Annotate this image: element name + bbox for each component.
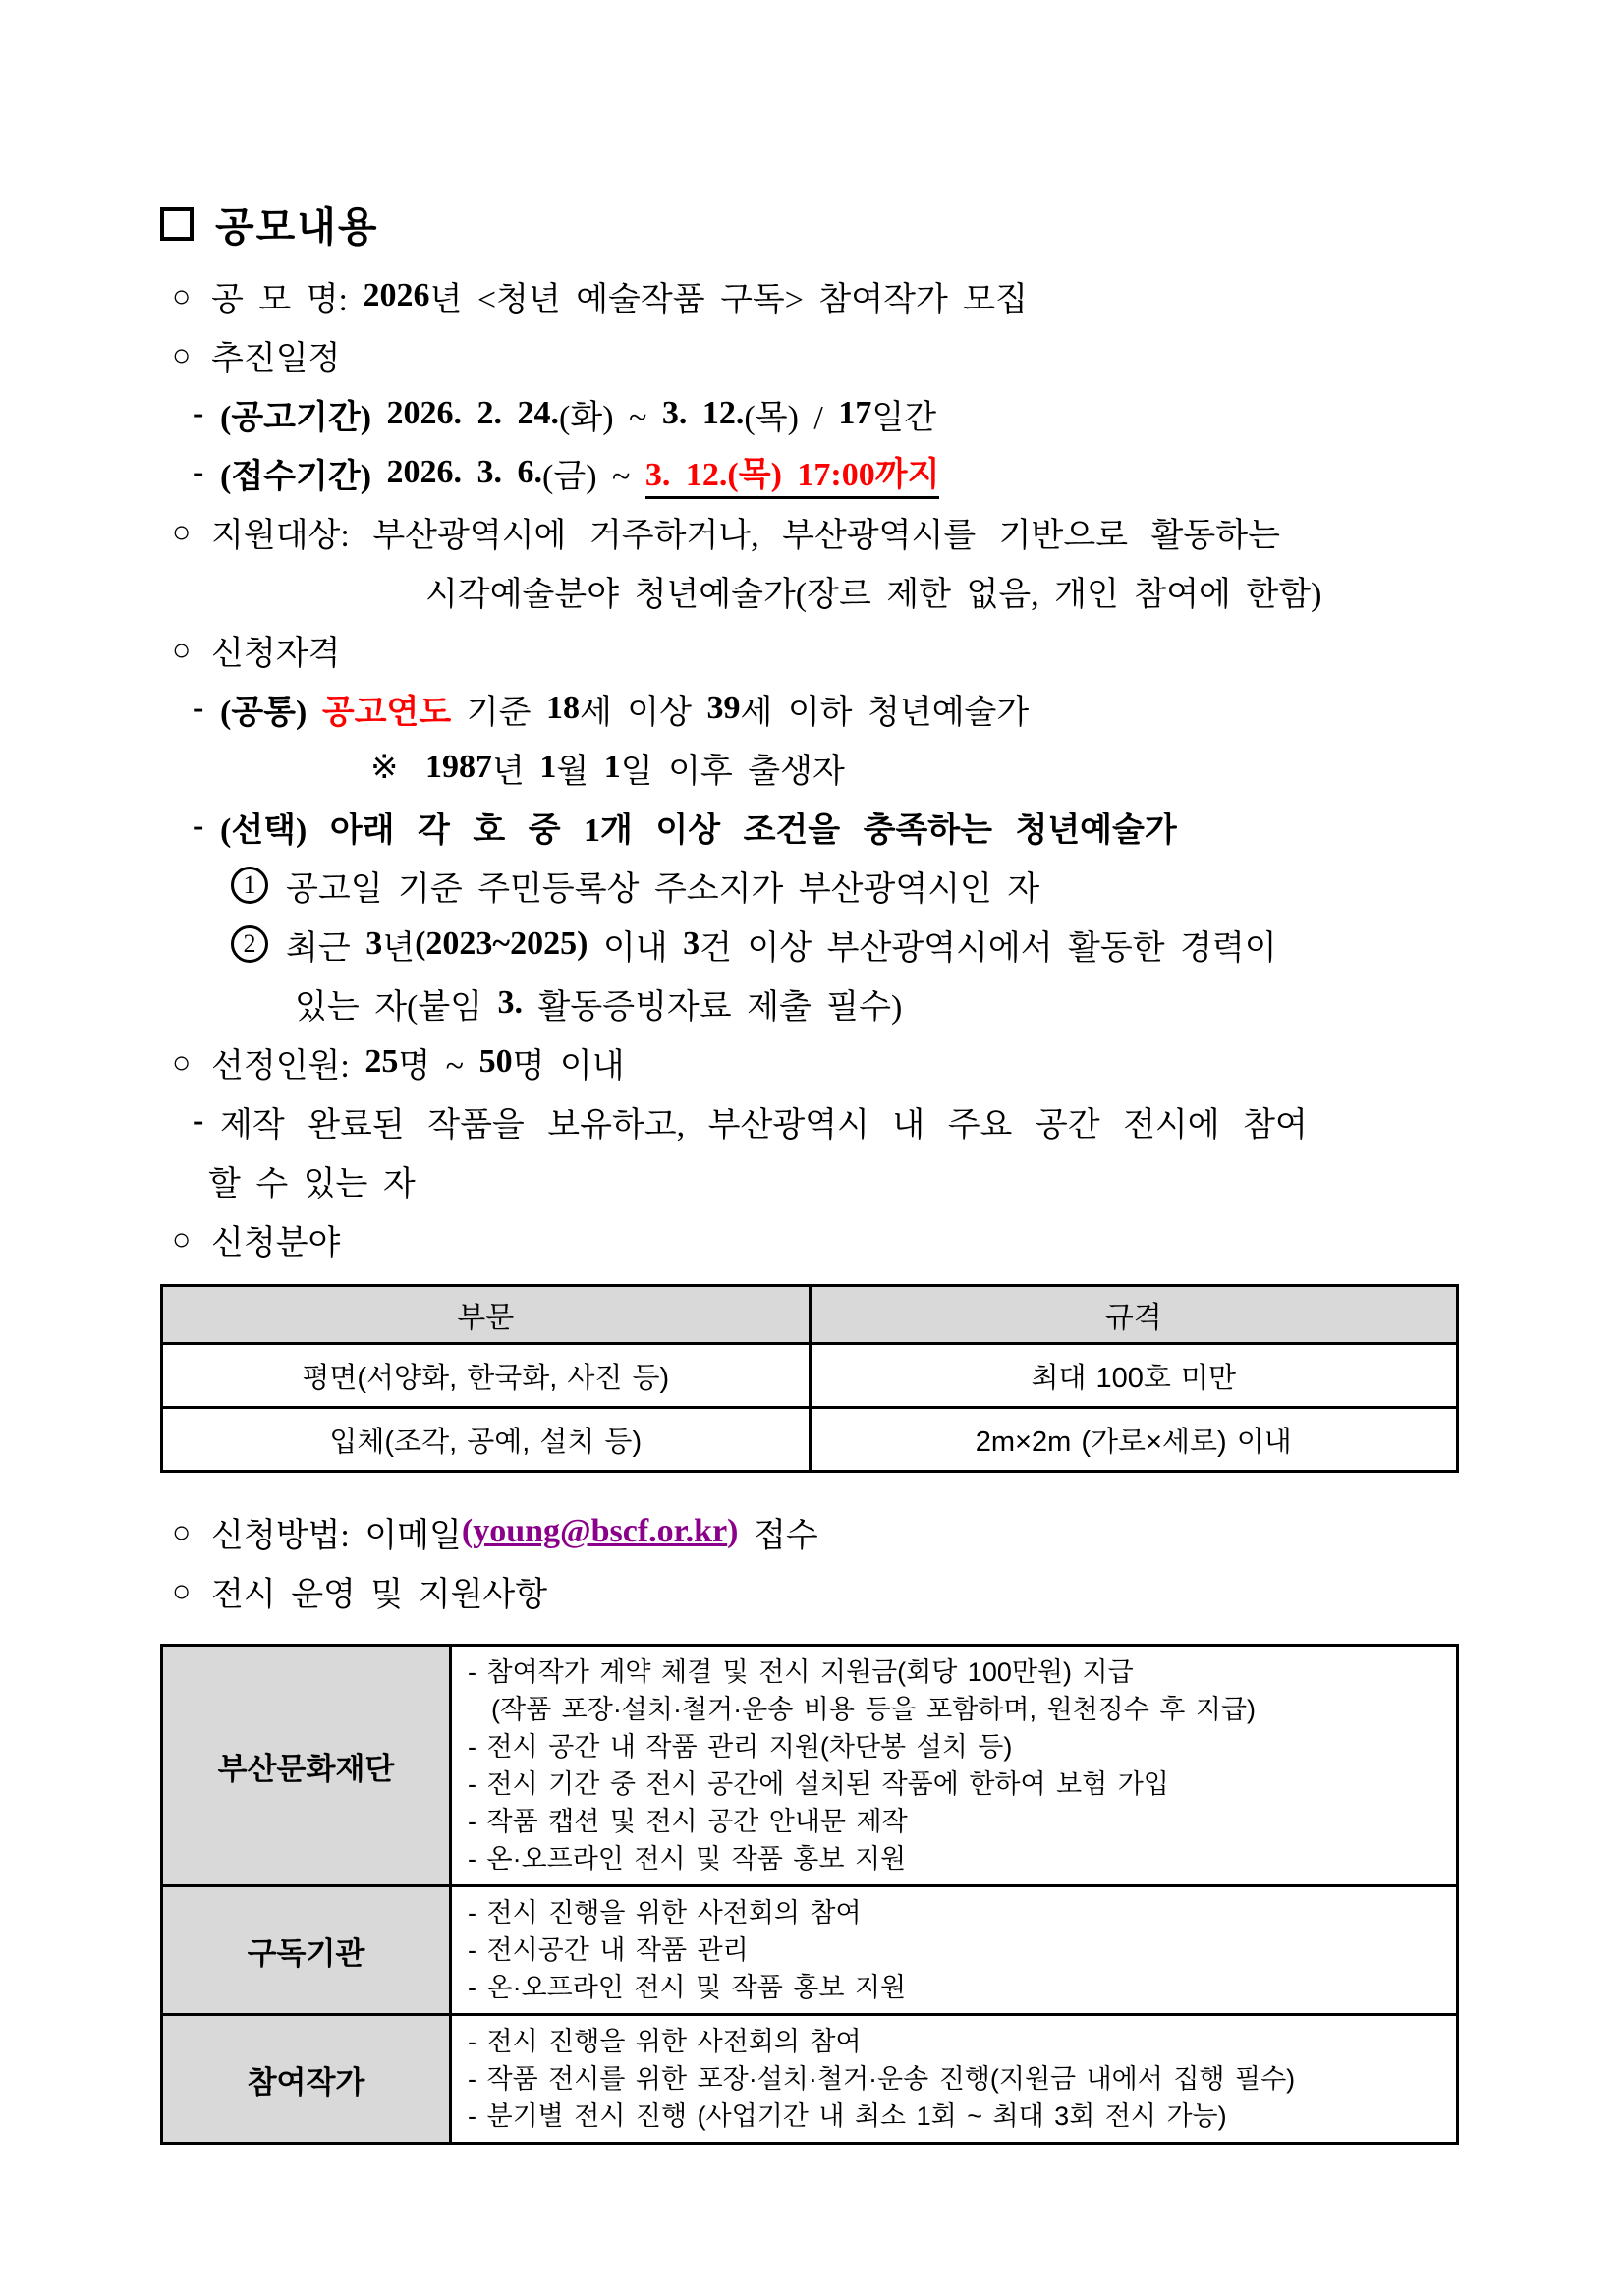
text-segment: (공고기간) [220, 399, 387, 436]
text-segment: 년 [492, 753, 540, 790]
text-segment: 일간 [871, 399, 937, 436]
text-segment: 공 모 명: [211, 281, 364, 318]
text-segment: 25 [364, 1043, 399, 1080]
doc-line [0, 502, 1624, 561]
text-segment: 세 이상 [579, 694, 707, 731]
text-segment: 활동증빙자료 제출 필수) [523, 988, 903, 1026]
text-segment: 접수 [738, 1517, 818, 1554]
text-segment: 년 [382, 929, 416, 967]
doc-line [0, 561, 1624, 620]
email-link[interactable]: young@bscf.or.kr [473, 1513, 728, 1549]
dash-bullet-icon: - [193, 395, 204, 431]
column-header-cell: 규격 [810, 1286, 1458, 1344]
circle-bullet-icon: ○ [172, 336, 192, 372]
text-segment: 지원대상: 부산광역시에 거주하거나, 부산광역시를 기반으로 활동하는 [211, 517, 1280, 554]
text-segment: 할 수 있는 자 [208, 1165, 416, 1203]
category-spec-table-head [162, 1286, 1458, 1344]
doc-line [0, 620, 1624, 679]
text-segment: (접수기간) [220, 458, 387, 495]
text-segment: 50 [478, 1043, 513, 1080]
doc-line [0, 1033, 1624, 1092]
table-cell: 평면(서양화, 한국화, 사진 등) [162, 1344, 811, 1408]
detail-item: (작품 포장·설치·철거·운송 비용 등을 포함하며, 원천징수 후 지급) [491, 1695, 1257, 1724]
detail-item: - 전시 진행을 위한 사전회의 참여 [468, 1898, 862, 1928]
text-segment: 월 [556, 753, 604, 790]
link-paren: ) [727, 1513, 739, 1549]
doc-line [0, 1502, 1624, 1561]
doc-line [0, 443, 1624, 502]
note-mark-icon: ※ [370, 750, 399, 786]
text-segment: 2026. 2. 24. [386, 395, 560, 431]
role-detail-cell [451, 1886, 1458, 2015]
column-header-cell: 부문 [162, 1286, 811, 1344]
text-segment: 일 이후 출생자 [620, 753, 845, 790]
table-row [162, 1408, 1458, 1472]
detail-item: - 온·오프라인 전시 및 작품 홍보 지원 [468, 1973, 907, 2002]
text-segment: 년 <청년 예술작품 구독> 참여작가 모집 [429, 281, 1028, 318]
table-cell: 입체(조각, 공예, 설치 등) [162, 1408, 811, 1472]
text-segment: 3. 12. [661, 395, 745, 431]
circled-number-bullet-icon: 1 [231, 867, 268, 904]
text-segment: (2023~2025) [415, 925, 588, 962]
detail-item: - 전시 기간 중 전시 공간에 설치된 작품에 한하여 보험 가입 [468, 1769, 1169, 1799]
doc-line [0, 1209, 1624, 1268]
support-roles-table-body [162, 1646, 1458, 2144]
text-segment: (화) ~ [559, 399, 662, 436]
detail-item: - 전시공간 내 작품 관리 [468, 1935, 749, 1965]
detail-item: - 작품 전시를 위한 포장·설치·철거·운송 진행(지원금 내에서 집행 필수) [468, 2064, 1296, 2094]
doc-line [0, 384, 1624, 443]
doc-line [0, 915, 1624, 974]
text-segment: 제작 완료된 작품을 보유하고, 부산광역시 내 주요 공간 전시에 참여 [220, 1106, 1308, 1144]
body-lines-top [0, 266, 1624, 1268]
doc-line [0, 1561, 1624, 1620]
text-segment: 세 이하 청년예술가 [740, 694, 1030, 731]
text-segment: 2026 [363, 277, 430, 313]
text-segment: 39 [706, 690, 741, 726]
text-segment: 1 [603, 749, 621, 785]
doc-line [0, 325, 1624, 384]
text-segment: 3 [365, 925, 383, 962]
doc-line [0, 974, 1624, 1033]
dash-bullet-icon: - [193, 454, 204, 490]
table-header-row [162, 1286, 1458, 1344]
text-segment: 전시 운영 및 지원사항 [211, 1576, 548, 1613]
dash-bullet-icon: - [193, 808, 204, 844]
doc-line [0, 856, 1624, 915]
text-segment: 추진일정 [211, 340, 341, 377]
text-segment: 3 [683, 925, 700, 962]
role-label-cell: 부산문화재단 [162, 1646, 451, 1886]
text-segment: 기준 [451, 694, 546, 731]
link-paren: ( [461, 1513, 474, 1549]
circle-bullet-icon: ○ [172, 1220, 192, 1257]
body-lines-bottom [0, 1502, 1624, 1620]
text-segment: 2026. 3. 6. [386, 454, 543, 490]
text-segment: 공고연도 [321, 694, 452, 731]
text-segment: 3. [497, 984, 524, 1021]
table-row [162, 1344, 1458, 1408]
detail-item: - 참여작가 계약 체결 및 전시 지원금(회당 100만원) 지급 [468, 1657, 1134, 1687]
role-label-cell: 구독기관 [162, 1886, 451, 2015]
doc-line [0, 679, 1624, 738]
text-segment: 신청분야 [211, 1224, 341, 1261]
text-segment: 건 이상 부산광역시에서 활동한 경력이 [700, 929, 1277, 967]
detail-item: - 전시 진행을 위한 사전회의 참여 [468, 2027, 862, 2056]
text-segment: 3. 12.(목) 17:00까지 [645, 447, 940, 499]
text-segment: (공통) [220, 694, 322, 731]
category-spec-table-body [162, 1344, 1458, 1472]
circled-number-bullet-icon: 2 [231, 925, 268, 963]
text-segment: (목) / [744, 399, 839, 436]
doc-line [0, 797, 1624, 856]
dash-bullet-icon: - [193, 1102, 204, 1139]
text-segment: 선정인원: [211, 1047, 365, 1085]
detail-item: - 분기별 전시 진행 (사업기간 내 최소 1회 ~ 최대 3회 전시 가능) [468, 2101, 1227, 2131]
text-segment: (선택) 아래 각 호 중 1개 이상 조건을 충족하는 청년예술가 [220, 812, 1177, 849]
text-segment: 공고일 기준 주민등록상 주소지가 부산광역시인 자 [286, 870, 1040, 908]
circle-bullet-icon: ○ [172, 631, 192, 667]
text-segment: (금) ~ [542, 458, 645, 495]
text-segment: 최근 [286, 929, 366, 967]
circle-bullet-icon: ○ [172, 1572, 192, 1608]
table-cell: 최대 100호 미만 [810, 1344, 1458, 1408]
text-segment: 이내 [588, 929, 684, 967]
text-segment: 신청방법: 이메일 [211, 1517, 462, 1554]
table-row [162, 1646, 1458, 1886]
doc-line [0, 1092, 1624, 1150]
category-spec-table [160, 1284, 1459, 1473]
table-row [162, 1886, 1458, 2015]
text-segment: 있는 자(붙임 [295, 988, 498, 1026]
circle-bullet-icon: ○ [172, 513, 192, 549]
circle-bullet-icon: ○ [172, 1513, 192, 1549]
doc-line [0, 266, 1624, 325]
table-row [162, 2015, 1458, 2144]
circle-bullet-icon: ○ [172, 277, 192, 313]
role-detail-cell [451, 1646, 1458, 1886]
text-segment: 신청자격 [211, 635, 341, 672]
role-label-cell: 참여작가 [162, 2015, 451, 2144]
doc-line [0, 1150, 1624, 1209]
text-segment: 명 ~ [398, 1047, 479, 1085]
text-segment: 1987 [425, 749, 492, 785]
text-segment: 시각예술분야 청년예술가(장르 제한 없음, 개인 참여에 한함) [425, 576, 1322, 613]
circle-bullet-icon: ○ [172, 1043, 192, 1080]
support-roles-table [160, 1644, 1459, 2145]
text-segment: 18 [545, 690, 580, 726]
text-segment: 1 [539, 749, 557, 785]
detail-item: - 작품 캡션 및 전시 공간 안내문 제작 [468, 1807, 908, 1836]
detail-item: - 전시 공간 내 작품 관리 지원(차단봉 설치 등) [468, 1732, 1013, 1762]
table-cell: 2m×2m (가로×세로) 이내 [810, 1408, 1458, 1472]
dash-bullet-icon: - [193, 690, 204, 726]
text-segment: 명 이내 [512, 1047, 625, 1085]
section-heading [0, 0, 1624, 252]
detail-item: - 온·오프라인 전시 및 작품 홍보 지원 [468, 1844, 907, 1874]
text-segment: 17 [838, 395, 872, 431]
doc-line [0, 738, 1624, 797]
section-heading-text: 공모내용 [215, 204, 379, 250]
square-bullet-icon [160, 207, 194, 241]
role-detail-cell [451, 2015, 1458, 2144]
